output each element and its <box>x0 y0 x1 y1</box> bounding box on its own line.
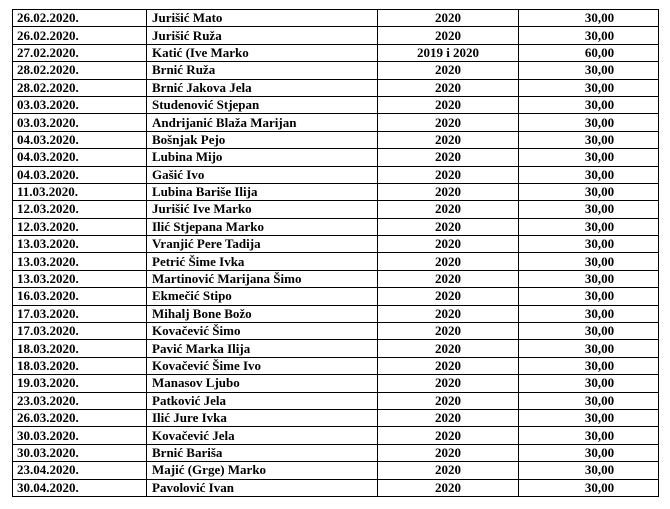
year-cell: 2020 <box>378 131 519 148</box>
date-cell: 04.03.2020. <box>13 149 147 166</box>
amount-cell: 30,00 <box>519 375 659 392</box>
name-cell: Majić (Grge) Marko <box>147 462 378 479</box>
amount-cell: 30,00 <box>519 201 659 218</box>
name-cell: Ilić Jure Ivka <box>147 409 378 426</box>
table-row <box>13 462 659 479</box>
table-row <box>13 166 659 183</box>
name-cell: Brnić Jakova Jela <box>147 79 378 96</box>
year-cell: 2020 <box>378 96 519 113</box>
amount-cell: 30,00 <box>519 131 659 148</box>
table-row <box>13 10 659 27</box>
year-cell: 2020 <box>378 62 519 79</box>
date-cell: 03.03.2020. <box>13 96 147 113</box>
name-cell: Kovačević Šime Ivo <box>147 357 378 374</box>
amount-cell: 30,00 <box>519 96 659 113</box>
table-row <box>13 479 659 496</box>
table-row <box>13 323 659 340</box>
table-row <box>13 409 659 426</box>
date-cell: 19.03.2020. <box>13 375 147 392</box>
year-cell: 2020 <box>378 427 519 444</box>
table-row <box>13 27 659 44</box>
table-row <box>13 375 659 392</box>
date-cell: 18.03.2020. <box>13 340 147 357</box>
table-row <box>13 357 659 374</box>
amount-cell: 30,00 <box>519 357 659 374</box>
name-cell: Jurišić Ive Marko <box>147 201 378 218</box>
table-row <box>13 62 659 79</box>
name-cell: Gašić Ivo <box>147 166 378 183</box>
name-cell: Jurišić Mato <box>147 10 378 27</box>
table-row <box>13 218 659 235</box>
name-cell: Ekmečić Stipo <box>147 288 378 305</box>
year-cell: 2020 <box>378 479 519 496</box>
date-cell: 13.03.2020. <box>13 253 147 270</box>
year-cell: 2020 <box>378 409 519 426</box>
table-row <box>13 305 659 322</box>
date-cell: 13.03.2020. <box>13 236 147 253</box>
amount-cell: 30,00 <box>519 27 659 44</box>
amount-cell: 30,00 <box>519 323 659 340</box>
amount-cell: 30,00 <box>519 149 659 166</box>
date-cell: 13.03.2020. <box>13 270 147 287</box>
name-cell: Ilić Stjepana Marko <box>147 218 378 235</box>
date-cell: 30.04.2020. <box>13 479 147 496</box>
name-cell: Petrić Šime Ivka <box>147 253 378 270</box>
amount-cell: 30,00 <box>519 166 659 183</box>
amount-cell: 30,00 <box>519 479 659 496</box>
date-cell: 30.03.2020. <box>13 444 147 461</box>
table-row <box>13 201 659 218</box>
year-cell: 2020 <box>378 462 519 479</box>
date-cell: 11.03.2020. <box>13 183 147 200</box>
amount-cell: 30,00 <box>519 270 659 287</box>
date-cell: 04.03.2020. <box>13 131 147 148</box>
amount-cell: 30,00 <box>519 10 659 27</box>
amount-cell: 30,00 <box>519 444 659 461</box>
date-cell: 23.04.2020. <box>13 462 147 479</box>
name-cell: Mihalj Bone Božo <box>147 305 378 322</box>
name-cell: Pavolović Ivan <box>147 479 378 496</box>
year-cell: 2020 <box>378 114 519 131</box>
name-cell: Brnić Bariša <box>147 444 378 461</box>
name-cell: Manasov Ljubo <box>147 375 378 392</box>
table-row <box>13 444 659 461</box>
date-cell: 03.03.2020. <box>13 114 147 131</box>
table-row <box>13 236 659 253</box>
date-cell: 26.03.2020. <box>13 409 147 426</box>
name-cell: Andrijanić Blaža Marijan <box>147 114 378 131</box>
payments-table-body <box>13 10 659 497</box>
date-cell: 26.02.2020. <box>13 10 147 27</box>
amount-cell: 30,00 <box>519 114 659 131</box>
table-row <box>13 79 659 96</box>
table-row <box>13 183 659 200</box>
name-cell: Martinović Marijana Šimo <box>147 270 378 287</box>
name-cell: Lubina Bariše Ilija <box>147 183 378 200</box>
year-cell: 2019 i 2020 <box>378 44 519 61</box>
year-cell: 2020 <box>378 392 519 409</box>
date-cell: 17.03.2020. <box>13 323 147 340</box>
date-cell: 30.03.2020. <box>13 427 147 444</box>
year-cell: 2020 <box>378 288 519 305</box>
amount-cell: 30,00 <box>519 253 659 270</box>
name-cell: Kovačević Šimo <box>147 323 378 340</box>
date-cell: 12.03.2020. <box>13 218 147 235</box>
name-cell: Kovačević Jela <box>147 427 378 444</box>
date-cell: 16.03.2020. <box>13 288 147 305</box>
year-cell: 2020 <box>378 357 519 374</box>
table-row <box>13 149 659 166</box>
amount-cell: 30,00 <box>519 409 659 426</box>
year-cell: 2020 <box>378 270 519 287</box>
year-cell: 2020 <box>378 79 519 96</box>
year-cell: 2020 <box>378 340 519 357</box>
table-row <box>13 96 659 113</box>
date-cell: 23.03.2020. <box>13 392 147 409</box>
year-cell: 2020 <box>378 444 519 461</box>
name-cell: Lubina Mijo <box>147 149 378 166</box>
amount-cell: 30,00 <box>519 427 659 444</box>
amount-cell: 30,00 <box>519 392 659 409</box>
amount-cell: 30,00 <box>519 340 659 357</box>
name-cell: Brnić Ruža <box>147 62 378 79</box>
amount-cell: 30,00 <box>519 183 659 200</box>
date-cell: 04.03.2020. <box>13 166 147 183</box>
year-cell: 2020 <box>378 27 519 44</box>
name-cell: Studenović Stjepan <box>147 96 378 113</box>
amount-cell: 30,00 <box>519 62 659 79</box>
date-cell: 28.02.2020. <box>13 79 147 96</box>
name-cell: Katić (Ive Marko <box>147 44 378 61</box>
payments-table <box>12 9 659 497</box>
amount-cell: 30,00 <box>519 288 659 305</box>
date-cell: 17.03.2020. <box>13 305 147 322</box>
table-row <box>13 44 659 61</box>
year-cell: 2020 <box>378 149 519 166</box>
table-row <box>13 392 659 409</box>
table-row <box>13 427 659 444</box>
year-cell: 2020 <box>378 10 519 27</box>
name-cell: Patković Jela <box>147 392 378 409</box>
table-row <box>13 288 659 305</box>
name-cell: Vranjić Pere Tadija <box>147 236 378 253</box>
amount-cell: 30,00 <box>519 305 659 322</box>
table-row <box>13 270 659 287</box>
amount-cell: 30,00 <box>519 218 659 235</box>
amount-cell: 30,00 <box>519 79 659 96</box>
year-cell: 2020 <box>378 323 519 340</box>
year-cell: 2020 <box>378 218 519 235</box>
year-cell: 2020 <box>378 253 519 270</box>
table-row <box>13 340 659 357</box>
table-row <box>13 253 659 270</box>
date-cell: 12.03.2020. <box>13 201 147 218</box>
name-cell: Jurišić Ruža <box>147 27 378 44</box>
year-cell: 2020 <box>378 305 519 322</box>
date-cell: 27.02.2020. <box>13 44 147 61</box>
date-cell: 18.03.2020. <box>13 357 147 374</box>
date-cell: 26.02.2020. <box>13 27 147 44</box>
name-cell: Bošnjak Pejo <box>147 131 378 148</box>
table-row <box>13 131 659 148</box>
year-cell: 2020 <box>378 183 519 200</box>
amount-cell: 30,00 <box>519 236 659 253</box>
date-cell: 28.02.2020. <box>13 62 147 79</box>
amount-cell: 30,00 <box>519 462 659 479</box>
year-cell: 2020 <box>378 236 519 253</box>
name-cell: Pavić Marka Ilija <box>147 340 378 357</box>
table-row <box>13 114 659 131</box>
year-cell: 2020 <box>378 166 519 183</box>
year-cell: 2020 <box>378 201 519 218</box>
amount-cell: 60,00 <box>519 44 659 61</box>
year-cell: 2020 <box>378 375 519 392</box>
